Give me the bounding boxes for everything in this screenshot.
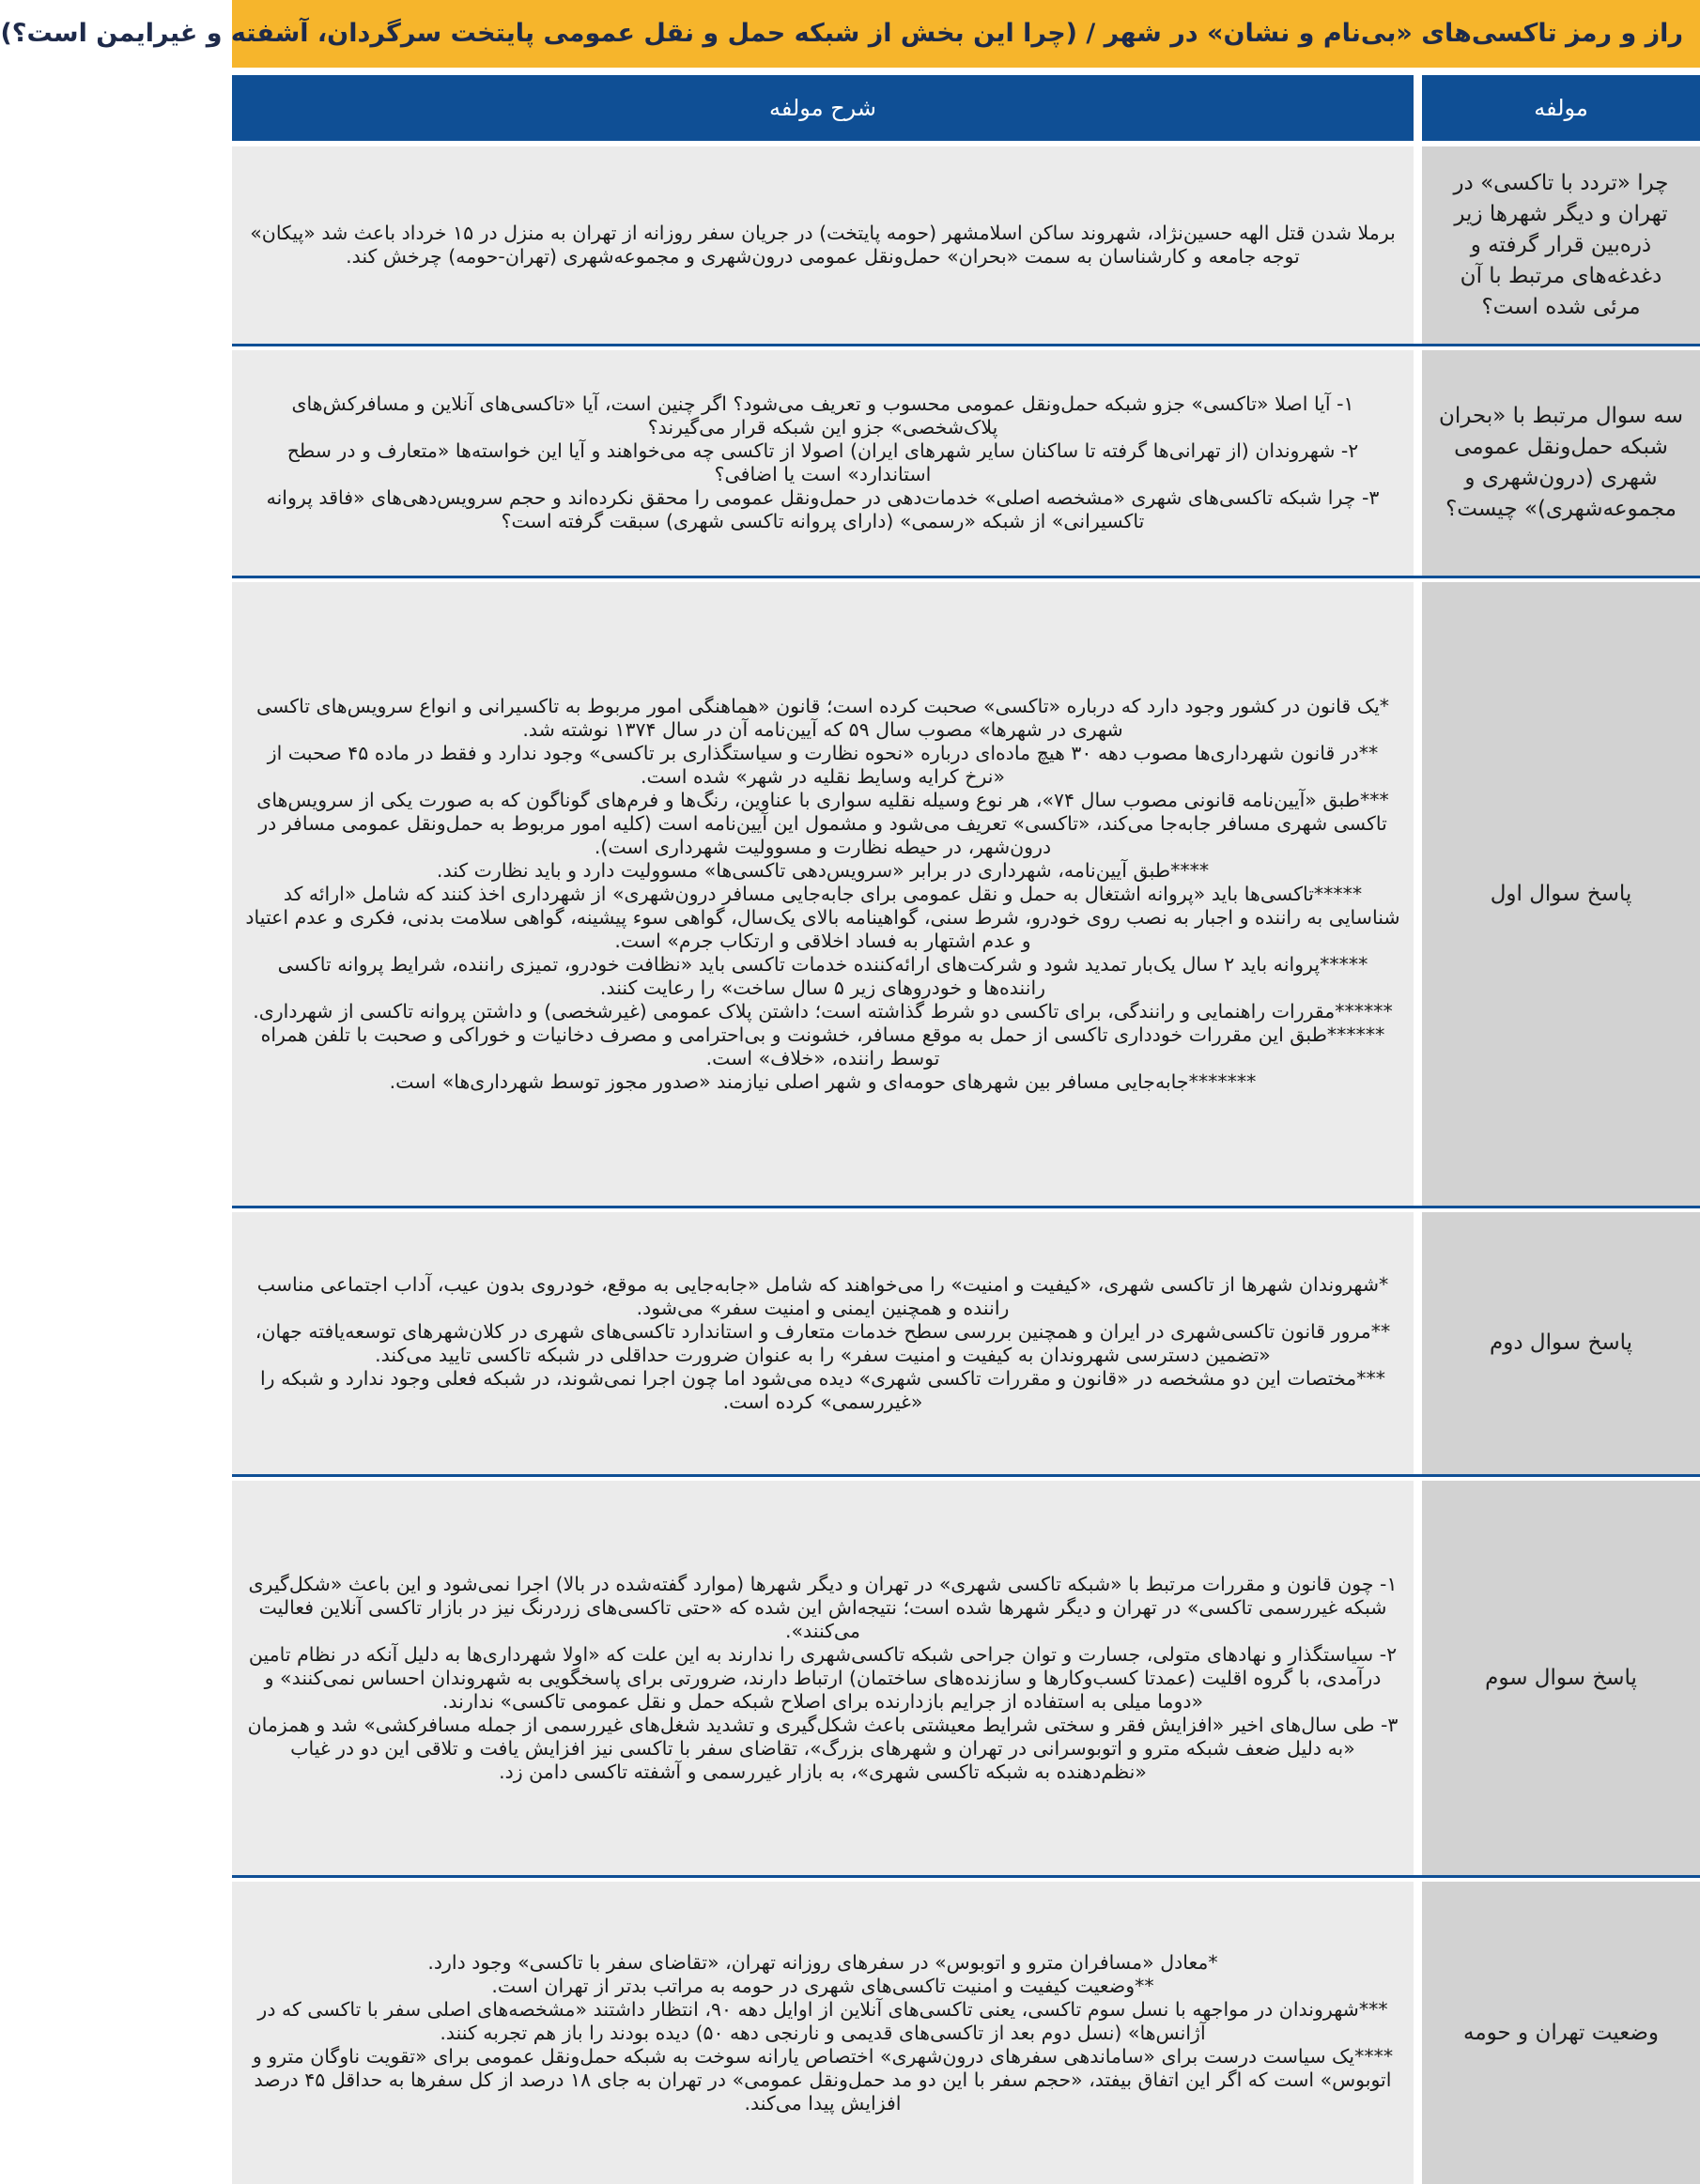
table-row xyxy=(232,350,1700,576)
description-line: ۳- طی سال‌های اخیر «افزایش فقر و سختی شرایط معیشتی باعث شکل‌گیری و تشدید شغل‌های غیررسمی از جمله مسافرکشی» شد و همزمان «به دلیل ضعف شبکه مترو و اتوبوسرانی در تهران و شهرهای بزرگ»، تقاضای سفر با تاکسی نیز افزایش یافت و تلاقی این دو در غیاب «نظم‌دهنده به شبکه تاکسی شهری»، به بازار غیررسمی و آشفته تاکسی دامن زد. xyxy=(247,1713,1399,1783)
description-line: **وضعیت کیفیت و امنیت تاکسی‌های شهری در حومه به مراتب بدتر از تهران است. xyxy=(491,1974,1154,1997)
description-line: برملا شدن قتل الهه حسین‌نژاد، شهروند ساکن اسلامشهر (حومه پایتخت) در جریان سفر روزانه از تهران به منزل در ۱۵ خرداد باعث شد «پیکان» توجه جامعه و کارشناسان به سمت «بحران» حمل‌ونقل عمومی درون‌شهری و مجموعه‌شهری (تهران-حومه) چرخش کند. xyxy=(250,222,1396,268)
page-title: راز و رمز تاکسی‌های «بی‌نام و نشان» در شهر / (چرا این بخش از شبکه حمل و نقل عمومی پایتخت سرگردان، آشفته و غیرایمن است؟) xyxy=(232,0,1700,68)
description-cell xyxy=(232,146,1414,344)
description-line: *****پروانه باید ۲ سال یک‌بار تمدید شود و شرکت‌های ارائه‌کننده خدمات تاکسی باید «نظافت خودرو، تمیزی راننده، شرایط پروانه تاکسی راننده‌ها و خودروهای زیر ۵ سال ساخت» را رعایت کنند. xyxy=(277,952,1368,999)
description-cell xyxy=(232,1212,1414,1474)
description-line: ****یک سیاست درست برای «ساماندهی سفرهای درون‌شهری» اختصاص یارانه سوخت به شبکه حمل‌ونقل عمومی برای «تقویت ناوگان مترو و اتوبوس» است که اگر این اتفاق بیفتد، «حجم سفر با این دو مد حمل‌ونقل عمومی» در تهران به جای ۱۸ درصد از کل سفرها به حداقل ۴۵ درصد افزایش پیدا می‌کند. xyxy=(252,2044,1394,2115)
description-line: ۳- چرا شبکه تاکسی‌های شهری «مشخصه اصلی» خدمات‌دهی در حمل‌ونقل عمومی را محقق نکرده‌اند و حجم سرویس‌دهی‌های «فاقد پروانه تاکسیرانی» از شبکه «رسمی» (دارای پروانه تاکسی شهری) سبقت گرفته است؟ xyxy=(266,486,1380,532)
description-line: *یک قانون در کشور وجود دارد که درباره «تاکسی» صحبت کرده است؛ قانون «هماهنگی امور مربوط به تاکسیرانی و انواع سرویس‌های تاکسی شهری در شهرها» مصوب سال ۵۹ که آیین‌نامه آن در سال ۱۳۷۴ نوشته شد. xyxy=(255,694,1390,741)
description-line: ***مختصات این دو مشخصه در «قانون و مقررات تاکسی شهری» دیده می‌شود اما چون اجرا نمی‌شوند، در شبکه فعلی وجود ندارد و شبکه را «غیررسمی» کرده است. xyxy=(259,1366,1385,1413)
description-line: ۲- شهروندان (از تهرانی‌ها گرفته تا ساکنان سایر شهرهای ایران) اصولا از تاکسی چه می‌خواهند و آیا این خواسته‌ها «متعارف و در سطح استاندارد» است یا اضافی؟ xyxy=(286,439,1359,485)
description-line: *****تاکسی‌ها باید «پروانه اشتغال به حمل و نقل عمومی برای جابه‌جایی مسافر درون‌شهری» از شهرداری اخذ کنند که شامل «ارائه کد شناسایی به راننده و اجبار به نصب روی خودرو، شرط سنی، گواهینامه بالای یک‌سال، گواهی سوء پیشینه، گواهی سلامت بدنی، فکری و عدم اعتیاد و عدم اشتهار به فساد اخلاقی و ارتکاب جرم» است. xyxy=(245,882,1400,952)
description-line: **مرور قانون تاکسی‌شهری در ایران و همچنین بررسی سطح خدمات متعارف و استاندارد تاکسی‌های شهری در کلان‌شهرهای توسعه‌یافته جهان، «تضمین دسترسی شهروندان به کیفیت و امنیت سفر» را به عنوان ضرورت حداقلی در شبکه تاکسی تایید می‌کند. xyxy=(255,1319,1391,1366)
component-cell xyxy=(1422,1882,1700,2184)
description-cell xyxy=(232,1481,1414,1875)
description-line: ۲- سیاستگذار و نهادهای متولی، جسارت و توان جراحی شبکه تاکسی‌شهری را ندارند به این علت که «اولا شهرداری‌ها به دلیل آنکه در نظام تامین درآمدی، با گروه اقلیت (عمدتا کسب‌وکارها و سازنده‌های ساختمان) ارتباط دارند، ضرورتی برای پاسخگویی به شهروندان احساس نمی‌کنند» و «دوما میلی به استفاده از جرایم بازدارنده برای اصلاح شبکه حمل و نقل عمومی تاکسی» ندارند. xyxy=(248,1642,1398,1713)
row-divider xyxy=(232,576,1700,578)
table-row xyxy=(232,146,1700,344)
table-row xyxy=(232,1882,1700,2184)
row-divider xyxy=(232,1875,1700,1878)
table-row xyxy=(232,1212,1700,1474)
header-component: مولفه xyxy=(1422,75,1700,141)
component-cell xyxy=(1422,582,1700,1206)
description-line: **در قانون شهرداری‌ها مصوب دهه ۳۰ هیچ ماده‌ای درباره «نحوه نظارت و سیاستگذاری بر تاکسی» وجود ندارد و فقط در ماده ۴۵ صحبت از «نرخ کرایه وسایط نقلیه در شهر» شده است. xyxy=(267,741,1379,788)
table-row xyxy=(232,1481,1700,1875)
description-line: ******طبق این مقررات خودداری تاکسی از حمل به موقع مسافر، خشونت و بی‌احترامی و مصرف دخانیات و خوراکی و صحبت با تلفن همراه توسط راننده، «خلاف» است. xyxy=(260,1023,1385,1069)
row-divider xyxy=(232,344,1700,346)
description-line: ۱- آیا اصلا «تاکسی» جزو شبکه حمل‌ونقل عمومی محسوب و تعریف می‌شود؟ اگر چنین است، آیا «تاکسی‌های آنلاین و مسافرکش‌های پلاک‌شخصی» جزو این شبکه قرار می‌گیرند؟ xyxy=(291,392,1354,438)
component-cell xyxy=(1422,1481,1700,1875)
component-label: سه سوال مرتبط با «بحران شبکه حمل‌ونقل عمومی شهری (درون‌شهری و مجموعه‌شهری)» چیست؟ xyxy=(1439,404,1683,521)
description-line: ***شهروندان در مواجهه با نسل سوم تاکسی، یعنی تاکسی‌های آنلاین از اوایل دهه ۹۰، انتظار داشتند «مشخصه‌های اصلی سفر با تاکسی که در آژانس‌ها» (نسل دوم بعد از تاکسی‌های قدیمی و نارنجی دهه ۵۰) دیده بودند را باز هم تجربه کنند. xyxy=(257,1997,1388,2044)
description-line: *شهروندان شهرها از تاکسی شهری، «کیفیت و امنیت» را می‌خواهند که شامل «جابه‌جایی به موقع، خودروی بدون عیب، آداب اجتماعی مناسب راننده و همچنین ایمنی و امنیت سفر» می‌شود. xyxy=(256,1272,1389,1319)
component-label: پاسخ سوال اول xyxy=(1490,881,1632,906)
row-divider xyxy=(232,1206,1700,1208)
component-cell xyxy=(1422,350,1700,576)
description-line: ****طبق آیین‌نامه، شهرداری در برابر «سرویس‌دهی تاکسی‌ها» مسوولیت دارد و باید نظارت کند. xyxy=(436,858,1210,882)
table-row xyxy=(232,582,1700,1206)
row-divider xyxy=(232,1474,1700,1477)
description-line: *******جابه‌جایی مسافر بین شهرهای حومه‌ای و شهر اصلی نیازمند «صدور مجوز توسط شهرداری‌ها» است. xyxy=(389,1069,1257,1093)
component-cell xyxy=(1422,1212,1700,1474)
component-cell xyxy=(1422,146,1700,344)
component-label: پاسخ سوال سوم xyxy=(1485,1665,1637,1690)
description-cell xyxy=(232,1882,1414,2184)
description-line: ******مقررات راهنمایی و رانندگی، برای تاکسی دو شرط گذاشته است؛ داشتن پلاک عمومی (غیرشخصی) و داشتن پروانه تاکسی از شهرداری. xyxy=(253,999,1393,1023)
component-label: چرا «تردد با تاکسی» در تهران و دیگر شهرها زیر ذره‌بین قرار گرفته و دغدغه‌های مرتبط با آن مرئی شده است؟ xyxy=(1453,170,1669,319)
header-description: شرح مولفه xyxy=(232,75,1414,141)
description-line: ۱- چون قانون و مقررات مرتبط با «شبکه تاکسی شهری» در تهران و دیگر شهرها (موارد گفته‌شده در بالا) اجرا نمی‌شود و این باعث «شکل‌گیری شبکه غیررسمی تاکسی» در تهران و دیگر شهرها شده است؛ نتیجه‌اش این شده که «حتی تاکسی‌های زردرنگ نیز در بازار تاکسی آنلاین فعالیت می‌کنند». xyxy=(248,1572,1398,1642)
component-label: پاسخ سوال دوم xyxy=(1490,1330,1632,1355)
description-cell xyxy=(232,582,1414,1206)
description-line: ***طبق «آیین‌نامه قانونی مصوب سال ۷۴»، هر نوع وسیله نقلیه سواری با عناوین، رنگ‌ها و فرم‌های گوناگون که به صورت یکی از سرویس‌های تاکسی شهری مسافر جابه‌جا می‌کند، «تاکسی» تعریف می‌شود و مشمول این آیین‌نامه است (کلیه امور مربوط به حمل‌ونقل عمومی مسافر در درون‌شهر، در حیطه نظارت و مسوولیت شهرداری است). xyxy=(256,788,1389,858)
description-line: *معادل «مسافران مترو و اتوبوس» در سفرهای روزانه تهران، «تقاضای سفر با تاکسی» وجود دارد. xyxy=(427,1950,1218,1974)
description-cell xyxy=(232,350,1414,576)
component-label: وضعیت تهران و حومه xyxy=(1462,2020,1660,2045)
